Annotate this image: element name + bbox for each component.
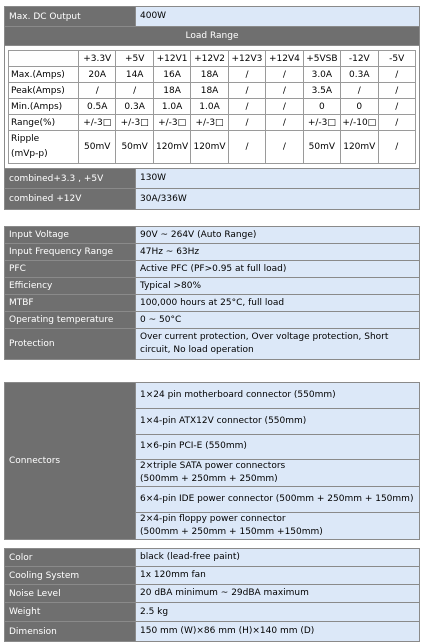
table-row (9, 67, 416, 83)
spec-label: Cooling System (5, 567, 136, 584)
table-cell: 50mV (303, 131, 340, 164)
spec-row (5, 585, 419, 603)
table-cell: / (378, 67, 416, 83)
connector-item (136, 409, 419, 435)
table-cell: +/-10□ (341, 115, 378, 131)
table-cell: 3.5A (303, 83, 340, 99)
spec-row (5, 549, 419, 567)
table-cell: / (266, 115, 303, 131)
table-cell: / (378, 131, 416, 164)
spec-row (5, 312, 419, 329)
table-cell: / (228, 83, 265, 99)
spec-label: Input Frequency Range (5, 244, 136, 260)
connectors-list (136, 383, 419, 539)
max-dc-output-row (5, 7, 419, 27)
spec-value: Typical >80% (136, 278, 419, 294)
table-cell: 3.0A (303, 67, 340, 83)
spec-value: Over current protection, Over voltage protection, Short circuit, No load operation (136, 329, 419, 359)
row-label: Min.(Amps) (9, 99, 79, 115)
table-cell: / (266, 99, 303, 115)
connectors-spec-block (4, 382, 420, 540)
table-cell: / (79, 83, 116, 99)
ripple-label-line1: Ripple (11, 134, 40, 144)
table-cell: +/-3□ (79, 115, 116, 131)
spec-value: black (lead-free paint) (136, 549, 419, 566)
spec-row (5, 227, 419, 244)
spec-value: 47Hz ~ 63Hz (136, 244, 419, 260)
spec-label: Noise Level (5, 585, 136, 602)
connector-item (136, 460, 419, 487)
spec-row (5, 603, 419, 622)
table-header-cell: +12V2 (191, 51, 228, 67)
spec-value: 0 ~ 50°C (136, 312, 419, 328)
table-row (9, 131, 416, 164)
table-header-cell: +12V4 (266, 51, 303, 67)
table-cell: 120mV (153, 131, 190, 164)
table-header-cell: +3.3V (79, 51, 116, 67)
spec-label: PFC (5, 261, 136, 277)
table-header-cell: +5VSB (303, 51, 340, 67)
table-cell: 20A (79, 67, 116, 83)
table-header-cell: +12V1 (153, 51, 190, 67)
spec-value: 90V ~ 264V (Auto Range) (136, 227, 419, 243)
table-cell: 0.3A (341, 67, 378, 83)
table-header-cell: +12V3 (228, 51, 265, 67)
table-row (9, 83, 416, 99)
table-cell: +/-3□ (303, 115, 340, 131)
table-cell: / (228, 67, 265, 83)
max-dc-output-value: 400W (136, 7, 419, 26)
combined-33-5-value: 130W (136, 169, 419, 188)
table-header-cell: -5V (378, 51, 416, 67)
table-cell: / (228, 115, 265, 131)
row-label: Peak(Amps) (9, 83, 79, 99)
spec-row (5, 278, 419, 295)
combined-12-row (5, 189, 419, 209)
spec-row (5, 622, 419, 641)
table-cell: / (378, 83, 416, 99)
table-cell: 120mV (341, 131, 378, 164)
spec-label: Dimension (5, 622, 136, 641)
table-cell: 0.3A (116, 99, 153, 115)
table-cell: +/-3□ (191, 115, 228, 131)
connector-item-text: 6×4-pin IDE power connector (500mm + 250mm + 150mm) (140, 494, 414, 505)
connector-item-text: 1×4-pin ATX12V connector (550mm) (140, 415, 307, 426)
table-row (9, 115, 416, 131)
table-cell: / (266, 131, 303, 164)
table-cell: 50mV (116, 131, 153, 164)
connector-item-text: 2×4-pin floppy power connector (140, 514, 286, 524)
load-range-header-row (9, 51, 416, 67)
spec-row (5, 261, 419, 278)
spec-row (5, 567, 419, 585)
table-cell: 18A (153, 83, 190, 99)
table-cell: 1.0A (153, 99, 190, 115)
table-cell: 50mV (79, 131, 116, 164)
spec-label: Operating temperature (5, 312, 136, 328)
connector-item-text: (500mm + 250mm + 150mm +150mm) (140, 527, 323, 537)
table-cell: 18A (191, 83, 228, 99)
spec-value: 20 dBA minimum ~ 29dBA maximum (136, 585, 419, 602)
connectors-label: Connectors (5, 383, 136, 539)
spec-row (5, 244, 419, 261)
connector-item (136, 383, 419, 409)
connector-item-text: 2×triple SATA power connectors (140, 461, 286, 472)
combined-12-value: 30A/336W (136, 189, 419, 209)
connectors-row (5, 383, 419, 539)
table-cell: 0.5A (79, 99, 116, 115)
table-cell: 0 (303, 99, 340, 115)
spec-row (5, 329, 419, 359)
table-cell: / (116, 83, 153, 99)
table-cell: 1.0A (191, 99, 228, 115)
table-cell: / (228, 99, 265, 115)
spec-label: Input Voltage (5, 227, 136, 243)
combined-12-label: combined +12V (5, 189, 136, 209)
spec-label: Color (5, 549, 136, 566)
table-row (9, 99, 416, 115)
combined-33-5-label: combined+3.3 , +5V (5, 169, 136, 188)
connector-item-text: 1×6-pin PCI-E (550mm) (140, 441, 247, 452)
spec-value: 150 mm (W)×86 mm (H)×140 mm (D) (136, 622, 419, 641)
table-cell: 16A (153, 67, 190, 83)
output-spec-block (4, 6, 420, 210)
connector-item (136, 487, 419, 513)
table-cell: 14A (116, 67, 153, 83)
spec-row (5, 295, 419, 312)
spec-value: 1x 120mm fan (136, 567, 419, 584)
load-range-table-wrap (5, 46, 419, 169)
table-cell: 120mV (191, 131, 228, 164)
table-header-cell: -12V (341, 51, 378, 67)
spec-label: MTBF (5, 295, 136, 311)
connector-item (136, 435, 419, 461)
row-label: Range(%) (9, 115, 79, 131)
physical-spec-block (4, 548, 420, 642)
table-cell: 18A (191, 67, 228, 83)
spec-value: Active PFC (PF>0.95 at full load) (136, 261, 419, 277)
load-range-table (8, 50, 416, 164)
spec-label: Protection (5, 329, 136, 359)
table-cell: / (266, 83, 303, 99)
spec-value: 100,000 hours at 25°C, full load (136, 295, 419, 311)
connector-item-text: 1×24 pin motherboard connector (550mm) (140, 389, 336, 400)
table-header-cell: +5V (116, 51, 153, 67)
table-cell: / (378, 115, 416, 131)
connector-item (136, 513, 419, 539)
connector-item-text: (500mm + 250mm + 250mm) (140, 474, 278, 485)
spec-label: Efficiency (5, 278, 136, 294)
table-cell: +/-3□ (116, 115, 153, 131)
table-cell: / (378, 99, 416, 115)
row-label (9, 131, 79, 164)
table-cell: 0 (341, 99, 378, 115)
table-cell: / (266, 67, 303, 83)
spec-label: Weight (5, 603, 136, 621)
input-spec-block (4, 226, 420, 360)
combined-33-5-row (5, 169, 419, 189)
spec-value: 2.5 kg (136, 603, 419, 621)
table-cell: +/-3□ (153, 115, 190, 131)
table-cell: / (341, 83, 378, 99)
row-label: Max.(Amps) (9, 67, 79, 83)
table-header-cell (9, 51, 79, 67)
table-cell: / (228, 131, 265, 164)
load-range-header: Load Range (5, 27, 419, 46)
ripple-label-line2: (mVp-p) (11, 149, 48, 159)
max-dc-output-label: Max. DC Output (5, 7, 136, 26)
